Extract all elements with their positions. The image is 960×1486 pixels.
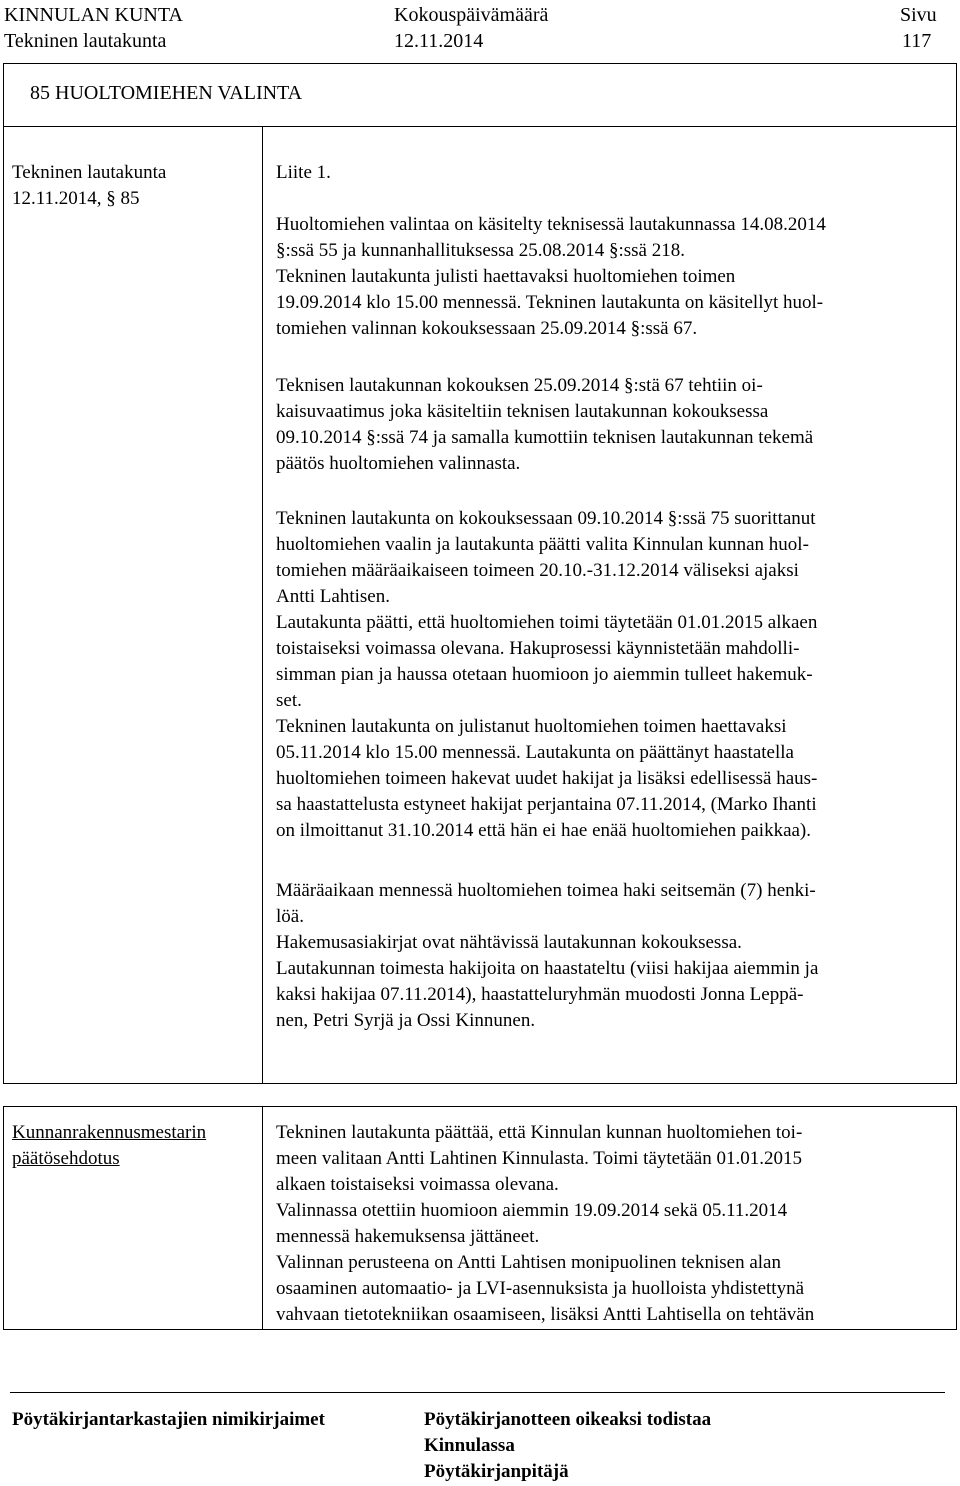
- para3-line: tomiehen määräaikaiseen toimeen 20.10.-31.12.2014 väliseksi ajaksi: [276, 560, 799, 581]
- para2-line: Teknisen lautakunnan kokouksen 25.09.2014 §:stä 67 tehtiin oi-: [276, 375, 763, 396]
- header-committee: Tekninen lautakunta: [4, 30, 167, 52]
- para3-line: on ilmoittanut 31.10.2014 että hän ei hae enää huoltomiehen paikkaa).: [276, 820, 812, 841]
- para1-line: §:ssä 55 ja kunnanhallituksessa 25.08.2014 §:ssä 218.: [276, 240, 685, 261]
- left-reference: 12.11.2014, § 85: [12, 188, 140, 209]
- proposal-line: Valinnassa otettiin huomioon aiemmin 19.09.2014 sekä 05.11.2014: [276, 1200, 788, 1221]
- paragraph-2: [276, 373, 813, 477]
- para3-line: Antti Lahtisen.: [276, 586, 390, 607]
- proposal-column-divider: [262, 1106, 263, 1330]
- proposal-line: Valinnan perusteena on Antti Lahtisen monipuolinen teknisen alan: [276, 1252, 781, 1273]
- para4-line: Hakemusasiakirjat ovat nähtävissä lautakunnan kokouksessa.: [276, 932, 742, 953]
- paragraph-4: [276, 878, 818, 1034]
- para4-line: nen, Petri Syrjä ja Ossi Kinnunen.: [276, 1010, 536, 1031]
- header-date-label: Kokouspäivämäärä: [394, 4, 549, 26]
- attachment-label: Liite 1.: [276, 162, 331, 183]
- para4-line: kaksi hakijaa 07.11.2014), haastatteluryhmän muodosti Jonna Leppä-: [276, 984, 804, 1005]
- proposal-line: meen valitaan Antti Lahtinen Kinnulasta. Toimi täytetään 01.01.2015: [276, 1148, 802, 1169]
- para3-line: Lautakunta päätti, että huoltomiehen toimi täytetään 01.01.2015 alkaen: [276, 612, 818, 633]
- proposal-label-line1: Kunnanrakennusmestarin: [12, 1122, 207, 1143]
- paragraph-3: [276, 506, 817, 844]
- section-title-divider: [3, 126, 957, 127]
- footer-signature-line: [10, 1392, 945, 1393]
- proposal-label-line2: päätösehdotus: [12, 1148, 120, 1169]
- para3-line: huoltomiehen toimeen hakevat uudet hakijat ja lisäksi edellisessä haus-: [276, 768, 818, 789]
- para3-line: Tekninen lautakunta on kokouksessaan 09.10.2014 §:ssä 75 suorittanut: [276, 508, 816, 529]
- proposal-line: Tekninen lautakunta päättää, että Kinnulan kunnan huoltomiehen toi-: [276, 1122, 803, 1143]
- para1-line: Tekninen lautakunta julisti haettavaksi huoltomiehen toimen: [276, 266, 736, 287]
- para3-line: set.: [276, 690, 302, 711]
- footer-secretary: Pöytäkirjanpitäjä: [424, 1461, 569, 1482]
- proposal-line: mennessä hakemuksensa jättäneet.: [276, 1226, 540, 1247]
- left-committee: Tekninen lautakunta: [12, 162, 167, 183]
- para3-line: huoltomiehen vaalin ja lautakunta päätti valita Kinnulan kunnan huol-: [276, 534, 809, 555]
- proposal-line: osaaminen automaatio- ja LVI-asennuksista ja huolloista yhdistettynä: [276, 1278, 805, 1299]
- footer-inspectors-initials: Pöytäkirjantarkastajien nimikirjaimet: [12, 1409, 325, 1430]
- header-municipality: KINNULAN KUNTA: [4, 4, 183, 26]
- para3-line: toistaiseksi voimassa olevana. Hakuprosessi käynnistetään mahdolli-: [276, 638, 800, 659]
- header-page-label: Sivu: [900, 4, 937, 26]
- section-column-divider: [262, 126, 263, 1084]
- section-title: 85 HUOLTOMIEHEN VALINTA: [30, 82, 303, 104]
- para2-line: kaisuvaatimus joka käsiteltiin teknisen lautakunnan kokouksessa: [276, 401, 769, 422]
- para1-line: 19.09.2014 klo 15.00 mennessä. Tekninen lautakunta on käsitellyt huol-: [276, 292, 824, 313]
- para1-line: Huoltomiehen valintaa on käsitelty teknisessä lautakunnassa 14.08.2014: [276, 214, 826, 235]
- footer-place: Kinnulassa: [424, 1435, 515, 1456]
- para3-line: simman pian ja haussa otetaan huomioon jo aiemmin tulleet hakemuk-: [276, 664, 813, 685]
- proposal-text: [276, 1120, 814, 1328]
- para3-line: Tekninen lautakunta on julistanut huoltomiehen toimen haettavaksi: [276, 716, 787, 737]
- para4-line: Määräaikaan mennessä huoltomiehen toimea haki seitsemän (7) henki-: [276, 880, 816, 901]
- para2-line: 09.10.2014 §:ssä 74 ja samalla kumottiin teknisen lautakunnan tekemä: [276, 427, 814, 448]
- para2-line: päätös huoltomiehen valinnasta.: [276, 453, 521, 474]
- para3-line: 05.11.2014 klo 15.00 mennessä. Lautakunta on päättänyt haastatella: [276, 742, 794, 763]
- footer-certified-by: Pöytäkirjanotteen oikeaksi todistaa: [424, 1409, 712, 1430]
- header-page-number: 117: [902, 30, 932, 52]
- para4-line: Lautakunnan toimesta hakijoita on haastateltu (viisi hakijaa aiemmin ja: [276, 958, 819, 979]
- proposal-line: vahvaan tietotekniikan osaamiseen, lisäksi Antti Lahtisella on tehtävän: [276, 1304, 815, 1325]
- para3-line: sa haastattelusta estyneet hakijat perjantaina 07.11.2014, (Marko Ihanti: [276, 794, 817, 815]
- header-date: 12.11.2014: [394, 30, 484, 52]
- paragraph-1: [276, 212, 826, 342]
- proposal-line: alkaen toistaiseksi voimassa olevana.: [276, 1174, 559, 1195]
- para1-line: tomiehen valinnan kokouksessaan 25.09.2014 §:ssä 67.: [276, 318, 698, 339]
- para4-line: löä.: [276, 906, 304, 927]
